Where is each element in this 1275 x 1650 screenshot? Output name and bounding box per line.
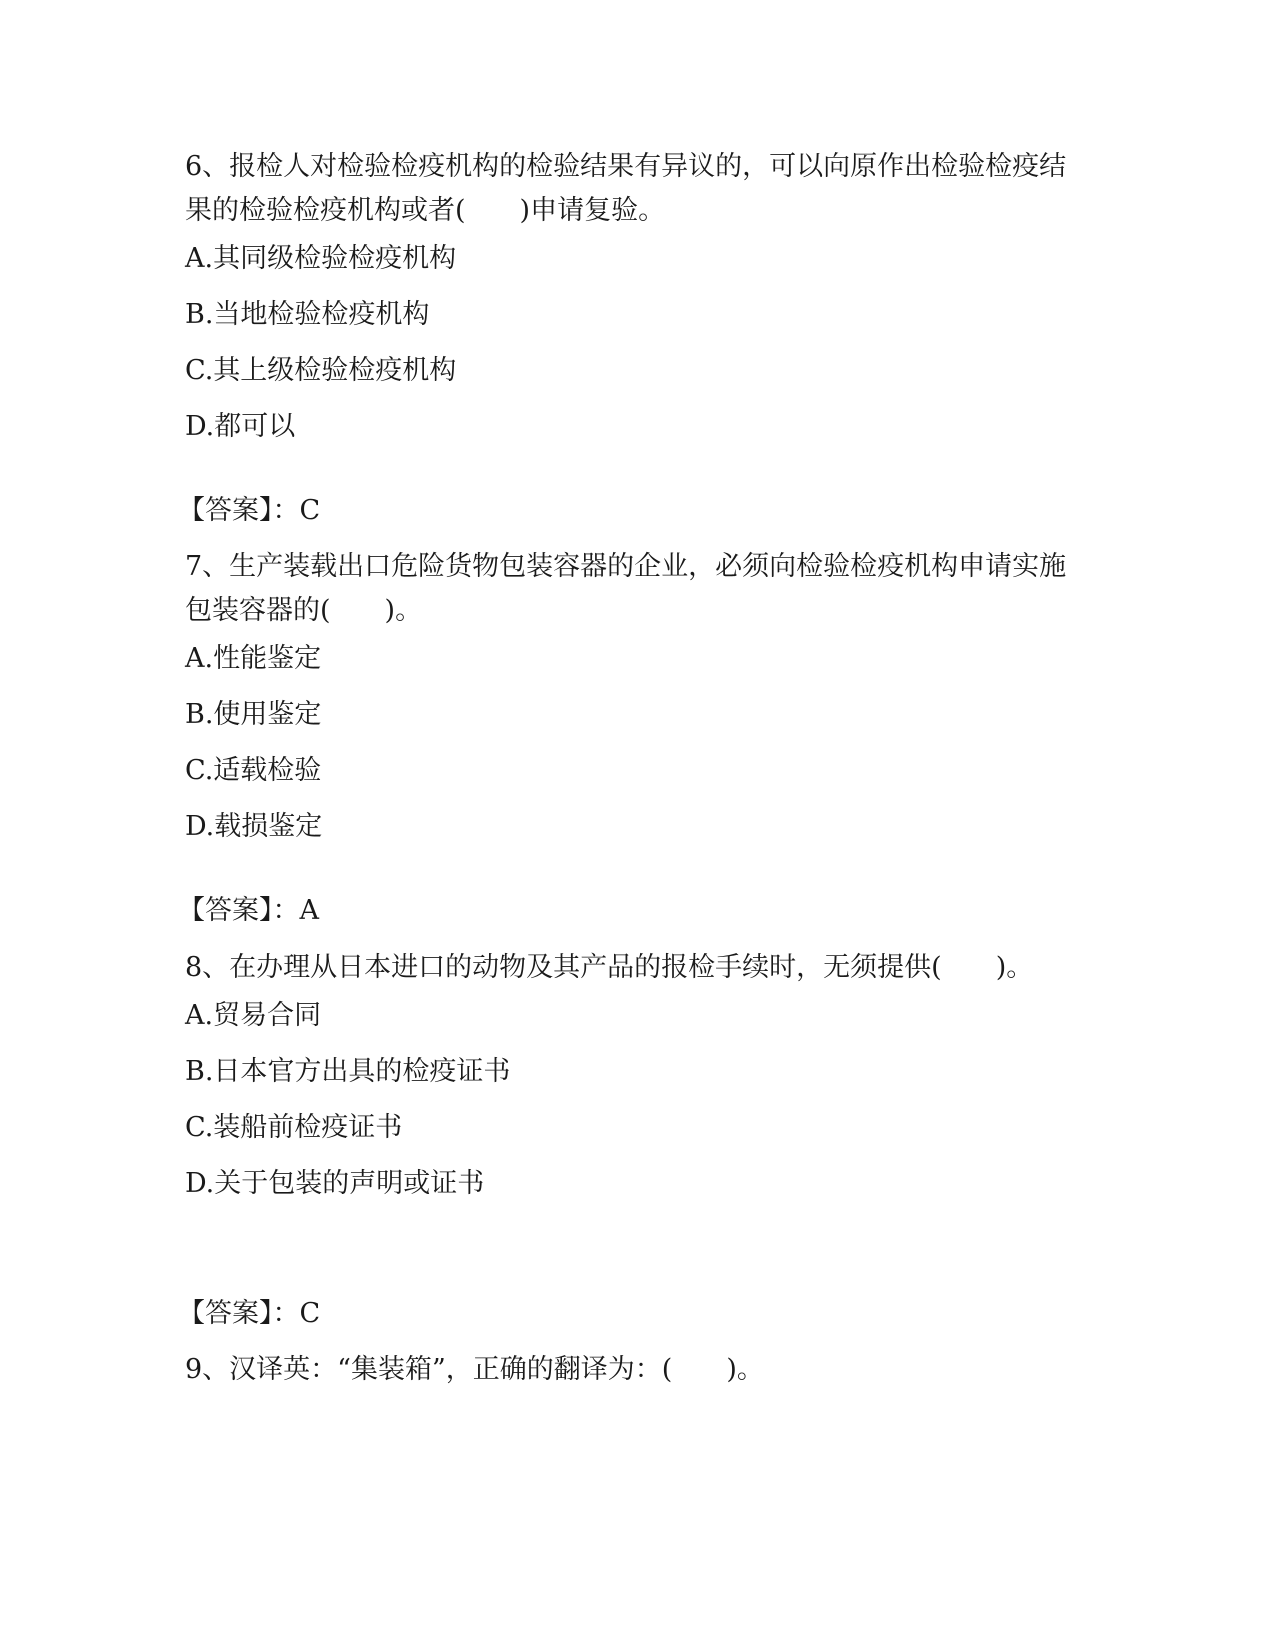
answer-7: 【答案】：A bbox=[178, 895, 319, 926]
option-b: B.日本官方出具的检疫证书 bbox=[185, 1056, 511, 1087]
question-8 bbox=[185, 946, 1085, 1222]
option-a: A.贸易合同 bbox=[185, 1000, 322, 1031]
option-b: B.使用鉴定 bbox=[185, 699, 322, 730]
option-b: B.当地检验检疫机构 bbox=[185, 299, 430, 330]
question-6 bbox=[185, 145, 1085, 465]
question-7 bbox=[185, 545, 1085, 865]
option-list bbox=[185, 641, 1085, 865]
option-c: C.其上级检验检疫机构 bbox=[185, 355, 457, 386]
option-list bbox=[185, 241, 1085, 465]
option-d: D.都可以 bbox=[185, 411, 296, 442]
option-d: D.载损鉴定 bbox=[185, 811, 323, 842]
option-d: D.关于包装的声明或证书 bbox=[185, 1168, 485, 1199]
question-stem: 6、报检人对检验检疫机构的检验结果有异议的，可以向原作出检验检疫结果的检验检疫机构或者( )申请复验。 bbox=[185, 151, 1067, 226]
question-stem: 8、在办理从日本进口的动物及其产品的报检手续时，无须提供( )。 bbox=[185, 952, 1034, 983]
answer-6: 【答案】：C bbox=[178, 495, 321, 526]
question-stem: 9、汉译英：“集装箱”，正确的翻译为：( )。 bbox=[185, 1354, 764, 1385]
answer-8: 【答案】：C bbox=[178, 1298, 321, 1329]
document-page bbox=[178, 0, 1085, 1650]
option-c: C.装船前检疫证书 bbox=[185, 1112, 403, 1143]
question-stem: 7、生产装载出口危险货物包装容器的企业，必须向检验检疫机构申请实施包装容器的( )。 bbox=[185, 551, 1067, 626]
question-9 bbox=[185, 1348, 1085, 1392]
option-a: A.其同级检验检疫机构 bbox=[185, 243, 457, 274]
option-list bbox=[185, 998, 1085, 1222]
option-c: C.适载检验 bbox=[185, 755, 322, 786]
option-a: A.性能鉴定 bbox=[185, 643, 322, 674]
